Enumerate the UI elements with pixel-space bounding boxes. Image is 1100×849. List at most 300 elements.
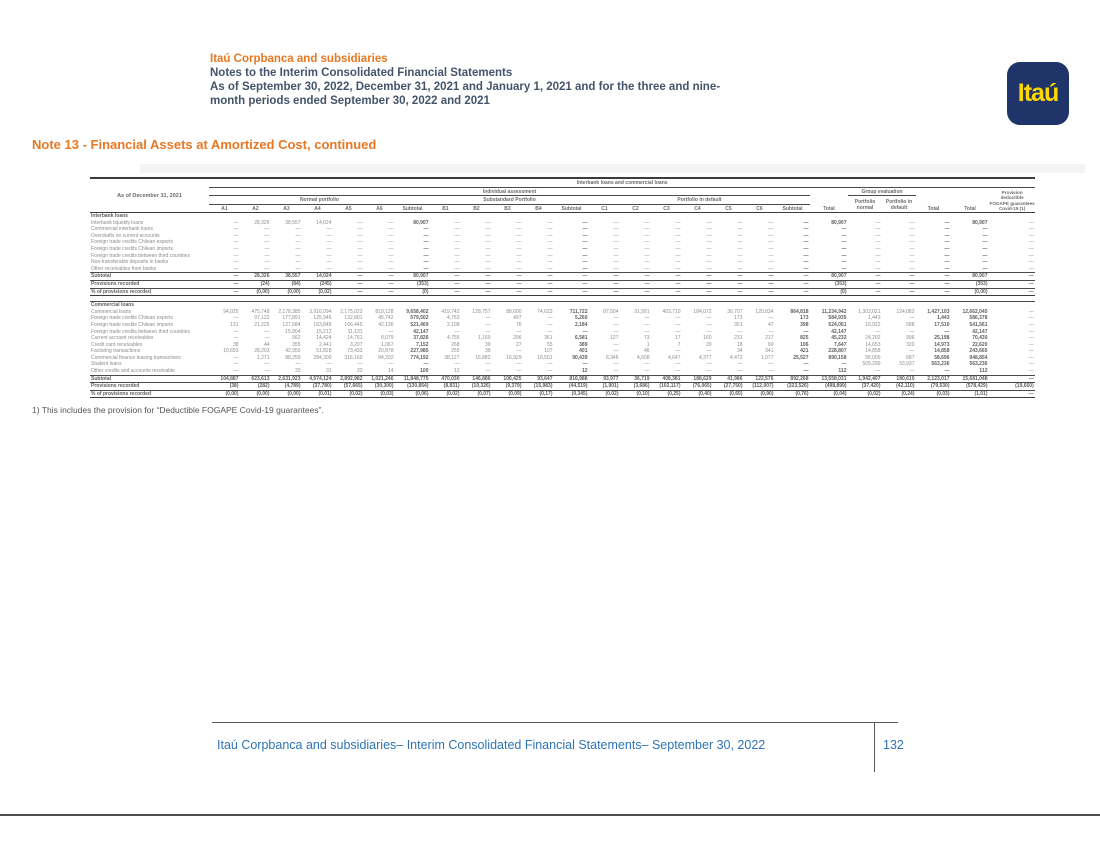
table-cell: 58,009	[865, 354, 881, 361]
table-cell: —	[737, 368, 743, 375]
table-cell: —	[423, 239, 429, 246]
table-cell: 389	[579, 341, 588, 348]
table-cell: (0,03)	[364, 390, 395, 398]
table-cell: —	[233, 232, 239, 239]
header-line: Portfolio in	[885, 198, 913, 205]
table-cell: 28,203	[254, 348, 270, 355]
column-header-subtotal: Subtotal	[395, 204, 430, 213]
table-cell: —	[233, 259, 239, 266]
table-cell: —	[388, 239, 394, 246]
table-cell: 1,427,103	[927, 308, 950, 315]
table-cell: 58,696	[934, 354, 950, 361]
table-cell: —	[388, 232, 394, 239]
table-cell: —	[875, 328, 881, 335]
column-header-b1: B1	[430, 204, 461, 213]
table-cell: 146,886	[461, 375, 492, 383]
table-cell: —	[613, 315, 619, 322]
column-header-b2: B2	[461, 204, 492, 213]
table-cell: —	[803, 252, 809, 259]
table-cell: 475,748	[251, 308, 270, 315]
table-cell: —	[547, 239, 553, 246]
table-cell: —	[803, 239, 809, 246]
table-cell: 17,510	[934, 321, 950, 328]
table-cell: —	[803, 245, 809, 252]
table-cell: —	[848, 288, 882, 296]
table-cell: —	[454, 265, 460, 272]
table-cell: —	[1028, 265, 1034, 272]
table-cell: —	[909, 265, 915, 272]
table-cell: 10,693	[223, 348, 239, 355]
table-cell: (0)	[395, 288, 430, 296]
table-cell: —	[944, 226, 950, 233]
table-cell: 2,184	[574, 321, 588, 328]
table-cell: —	[768, 239, 774, 246]
footnote: 1) This includes the provision for “Deductible FOGAPE Covid-19 guarantees”.	[32, 405, 324, 415]
header-title: Notes to the Interim Consolidated Financial Statements	[210, 67, 513, 79]
table-cell: 60	[767, 341, 774, 348]
table-cell: —	[768, 265, 774, 272]
table-cell: 2,175,022	[340, 308, 363, 315]
table-container	[90, 177, 1035, 398]
table-cell: —	[909, 315, 915, 322]
table-cell: —	[1028, 361, 1034, 368]
table-cell: (3,686)	[620, 383, 651, 391]
table-cell: (37,420)	[848, 383, 882, 391]
table-cell: 5,260	[574, 315, 588, 322]
table-cell: —	[944, 219, 950, 226]
table-cell: —	[264, 328, 270, 335]
table-cell: —	[454, 239, 460, 246]
table-cell: 816,988	[554, 375, 589, 383]
table-cell: (0,01)	[302, 390, 333, 398]
table-cell: —	[644, 328, 650, 335]
table-cell: 22	[356, 368, 363, 375]
table-cell: 14	[387, 368, 394, 375]
table-cell: —	[803, 265, 809, 272]
column-header-total-overall: Total	[951, 187, 989, 213]
table-cell: 1,271	[256, 354, 270, 361]
row-label: Provisions recorded	[90, 280, 209, 288]
table-cell: —	[430, 280, 461, 288]
table-cell: 132,801	[344, 315, 363, 322]
table-cell: 38	[232, 341, 239, 348]
table-cell: (0,65)	[713, 390, 744, 398]
table-cell: 14,024	[316, 219, 332, 226]
table-cell: —	[582, 265, 588, 272]
column-header-total-individual: Total	[810, 187, 848, 213]
table-cell: 948,854	[969, 354, 988, 361]
table-row	[90, 259, 1035, 266]
row-label: % of provisions recorded	[90, 390, 209, 398]
table-cell: 864,818	[790, 308, 809, 315]
table-cell: —	[768, 328, 774, 335]
table-cell: 42,950	[285, 348, 301, 355]
table-cell: —	[1028, 232, 1034, 239]
table-cell: —	[233, 265, 239, 272]
table-cell: —	[620, 280, 651, 288]
table-cell: (0,04)	[810, 390, 848, 398]
table-cell: —	[982, 265, 988, 272]
table-cell: —	[841, 245, 847, 252]
table-cell: 112	[838, 368, 847, 375]
table-cell: —	[841, 226, 847, 233]
individual-assessment-header: Individual assessment	[209, 187, 810, 196]
table-cell: 563,236	[931, 361, 950, 368]
table-cell: 398	[800, 321, 809, 328]
table-cell: —	[1028, 321, 1034, 328]
table-cell: —	[675, 219, 681, 226]
table-cell: 42,147	[972, 328, 988, 335]
table-cell: 36,707	[727, 308, 743, 315]
table-cell: —	[841, 232, 847, 239]
table-cell: —	[516, 232, 522, 239]
table-cell: 94,025	[223, 308, 239, 315]
table-cell: —	[1028, 245, 1034, 252]
itau-logo	[1007, 62, 1069, 125]
table-cell: 890,158	[828, 354, 847, 361]
table-row	[90, 273, 1035, 281]
table-cell: 14,761	[347, 335, 363, 342]
table-cell: —	[233, 361, 239, 368]
table-cell: —	[644, 259, 650, 266]
table-cell: 93,977	[589, 375, 620, 383]
provision-header-line: FOGAPE guarantees	[989, 200, 1035, 206]
table-cell: —	[706, 265, 712, 272]
table-cell: 687	[906, 354, 915, 361]
table-cell: (30,300)	[364, 383, 395, 391]
table-cell: (0,00)	[209, 390, 240, 398]
table-cell: —	[989, 273, 1035, 281]
table-cell: 47	[767, 321, 774, 328]
table-cell: —	[706, 348, 712, 355]
table-cell: —	[357, 265, 363, 272]
table-cell: —	[768, 252, 774, 259]
portfolio-in-default-header: Portfolio in default	[589, 196, 810, 205]
table-cell: —	[737, 219, 743, 226]
table-cell: —	[706, 252, 712, 259]
group-evaluation-header: Group evaluation	[848, 187, 916, 196]
table-cell: —	[644, 245, 650, 252]
table-cell: 180,610	[882, 375, 916, 383]
table-cell: —	[768, 219, 774, 226]
table-cell: 1,021,246	[364, 375, 395, 383]
table-cell: —	[989, 280, 1035, 288]
table-row	[90, 335, 1035, 342]
table-cell: —	[682, 288, 713, 296]
table-cell: 127	[610, 335, 619, 342]
table-cell: 42,136	[378, 321, 394, 328]
table-cell: —	[613, 328, 619, 335]
column-header-portfolio-normal	[848, 196, 882, 213]
table-cell: (0,24)	[882, 390, 916, 398]
table-cell: 996	[906, 335, 915, 342]
table-cell: 122,576	[744, 375, 775, 383]
table-cell: —	[675, 232, 681, 239]
header-line: normal	[856, 204, 874, 211]
table-cell: —	[233, 245, 239, 252]
table-cell: 36,719	[620, 375, 651, 383]
table-cell: —	[423, 226, 429, 233]
table-cell: (353)	[951, 280, 989, 288]
table-cell: 46	[643, 348, 650, 355]
table-cell: 255	[451, 348, 460, 355]
table-cell: —	[803, 328, 809, 335]
table-cell: 22,620	[972, 341, 988, 348]
table-cell: —	[516, 368, 522, 375]
table-cell: —	[875, 232, 881, 239]
table-cell: —	[582, 361, 588, 368]
row-label: Foreign trade credits between third countries	[91, 252, 190, 259]
table-cell: 37,826	[413, 335, 429, 342]
table-cell: 84,202	[378, 354, 394, 361]
table-corner-header: As of December 31, 2021	[90, 178, 209, 213]
table-cell: 15,804	[285, 328, 301, 335]
table-cell: (24)	[240, 280, 271, 288]
table-cell: 521,469	[410, 321, 429, 328]
header-brand: Itaú Corpbanca and subsidiaries	[210, 53, 388, 65]
table-cell: —	[264, 361, 270, 368]
table-cell: —	[233, 252, 239, 259]
table-cell: 341	[765, 348, 774, 355]
table-cell: —	[582, 219, 588, 226]
table-cell: —	[295, 259, 301, 266]
table-cell: —	[768, 245, 774, 252]
table-cell: —	[547, 328, 553, 335]
span-column-header: Interbank loans and commercial loans	[209, 178, 1035, 187]
table-cell: —	[841, 259, 847, 266]
table-cell: —	[620, 273, 651, 281]
table-cell: —	[357, 259, 363, 266]
table-cell: 31	[325, 368, 332, 375]
table-cell: 25,527	[793, 354, 809, 361]
table-cell: —	[485, 321, 491, 328]
table-cell: —	[675, 315, 681, 322]
table-cell: (0,02)	[333, 390, 364, 398]
table-cell: —	[1028, 308, 1034, 315]
table-cell: 166,445	[344, 321, 363, 328]
table-cell: 1,942,407	[848, 375, 882, 383]
table-cell: —	[909, 219, 915, 226]
itau-logo-text: Itaú	[1017, 79, 1059, 107]
table-cell: 231	[734, 335, 743, 342]
table-cell: —	[485, 259, 491, 266]
table-cell: —	[713, 288, 744, 296]
table-cell: —	[295, 265, 301, 272]
table-cell: (323,526)	[775, 383, 810, 391]
table-cell: (42,110)	[882, 383, 916, 391]
row-label: Current account receivables	[91, 335, 154, 342]
row-label: Other credits and accounts receivable	[91, 368, 175, 375]
table-cell: —	[388, 328, 394, 335]
table-cell: —	[454, 245, 460, 252]
table-cell: (79,530)	[916, 383, 951, 391]
table-cell: —	[841, 361, 847, 368]
table-cell: 39	[484, 348, 491, 355]
column-header-a3: A3	[271, 204, 302, 213]
table-cell: (84)	[271, 280, 302, 288]
row-label: Commercial interbank loans	[91, 226, 153, 233]
row-label: Commercial finance leasing transactions	[91, 354, 181, 361]
table-cell: —	[909, 226, 915, 233]
table-cell: —	[326, 245, 332, 252]
table-cell: 53,937	[899, 361, 915, 368]
table-cell: —	[333, 273, 364, 281]
column-header-c5: C5	[713, 204, 744, 213]
table-cell: (0,07)	[461, 390, 492, 398]
table-cell: 825	[800, 335, 809, 342]
table-cell: 361	[544, 335, 553, 342]
table-cell: (4,789)	[271, 383, 302, 391]
table-cell: 401	[579, 348, 588, 355]
table-cell: —	[644, 315, 650, 322]
table-cell: —	[233, 226, 239, 233]
table-cell: 408,381	[651, 375, 682, 383]
table-cell: (0,40)	[682, 390, 713, 398]
table-cell: (27,750)	[713, 383, 744, 391]
header-period-line2: month periods ended September 30, 2022 and 2021	[210, 95, 490, 107]
table-cell: —	[744, 273, 775, 281]
table-cell: —	[775, 288, 810, 296]
table-cell: 100	[420, 368, 429, 375]
table-cell: —	[388, 361, 394, 368]
note-title: Note 13 - Financial Assets at Amortized Cost, continued	[32, 137, 377, 152]
table-cell: —	[875, 239, 881, 246]
table-cell: —	[644, 219, 650, 226]
table-cell: —	[909, 368, 915, 375]
table-cell: —	[454, 232, 460, 239]
table-cell: —	[516, 219, 522, 226]
table-cell: —	[264, 245, 270, 252]
table-cell: —	[1028, 259, 1034, 266]
table-cell: —	[430, 288, 461, 296]
table-cell: (0,06)	[395, 390, 430, 398]
section-header: Commercial loans	[90, 302, 1035, 309]
table-cell: 316,160	[344, 354, 363, 361]
table-cell: (9,379)	[492, 383, 523, 391]
table-cell: —	[357, 361, 363, 368]
table-cell: —	[492, 288, 523, 296]
table-cell: 106,425	[492, 375, 523, 383]
table-cell: —	[233, 315, 239, 322]
table-cell: 51,828	[316, 348, 332, 355]
column-header-a5: A5	[333, 204, 364, 213]
table-cell: —	[706, 361, 712, 368]
table-cell: —	[357, 219, 363, 226]
table-cell: —	[651, 288, 682, 296]
table-cell: 16,882	[475, 354, 491, 361]
table-cell: —	[803, 219, 809, 226]
table-cell: —	[713, 280, 744, 288]
table-cell: —	[737, 232, 743, 239]
table-cell: —	[264, 252, 270, 259]
table-cell: —	[357, 226, 363, 233]
table-cell: 14,973	[934, 341, 950, 348]
table-cell: —	[737, 259, 743, 266]
table-cell: 131	[230, 321, 239, 328]
table-cell: —	[909, 252, 915, 259]
table-cell: —	[944, 328, 950, 335]
footer-rule	[212, 722, 898, 723]
table-cell: (0,00)	[271, 390, 302, 398]
table-cell: —	[485, 245, 491, 252]
table-row	[90, 348, 1035, 355]
table-cell: —	[1028, 219, 1034, 226]
table-cell: 4,647	[667, 354, 681, 361]
table-cell: —	[613, 368, 619, 375]
table-cell: 104,887	[209, 375, 240, 383]
table-cell: —	[803, 226, 809, 233]
table-cell: (130,854)	[395, 383, 430, 391]
table-cell: —	[982, 239, 988, 246]
table-cell: —	[209, 280, 240, 288]
table-cell: —	[706, 219, 712, 226]
table-cell: —	[516, 361, 522, 368]
table-cell: 11,848,775	[395, 375, 430, 383]
table-cell: 80,907	[951, 273, 989, 281]
table-cell: 173	[800, 315, 809, 322]
table-cell: —	[333, 280, 364, 288]
table-cell: —	[233, 219, 239, 226]
table-cell: —	[326, 239, 332, 246]
table-cell: —	[492, 280, 523, 288]
table-cell: —	[1028, 315, 1034, 322]
table-cell: —	[485, 252, 491, 259]
table-cell: —	[613, 259, 619, 266]
table-cell: 2,123,017	[916, 375, 951, 383]
table-cell: —	[706, 315, 712, 322]
table-cell: 18,501	[537, 354, 553, 361]
table-cell: 120,834	[755, 308, 774, 315]
table-cell: —	[706, 368, 712, 375]
table-cell: —	[875, 252, 881, 259]
table-cell: 320	[906, 341, 915, 348]
table-cell: —	[589, 273, 620, 281]
table-cell: —	[326, 361, 332, 368]
table-cell: 42,147	[831, 328, 847, 335]
table-cell: —	[944, 259, 950, 266]
table-cell: —	[485, 361, 491, 368]
table-cell: —	[295, 232, 301, 239]
table-cell: —	[675, 245, 681, 252]
table-cell: —	[547, 252, 553, 259]
table-row	[90, 390, 1035, 398]
table-cell: (0,00)	[271, 288, 302, 296]
table-cell: 351	[734, 321, 743, 328]
table-cell: —	[295, 245, 301, 252]
table-cell: —	[516, 265, 522, 272]
table-cell: —	[1028, 252, 1034, 259]
column-header-c3: C3	[651, 204, 682, 213]
provision-header-line: Provision	[1001, 189, 1023, 195]
table-cell: —	[357, 245, 363, 252]
table-cell: —	[547, 219, 553, 226]
table-cell: 38,557	[271, 273, 302, 281]
table-cell: —	[644, 361, 650, 368]
table-cell: (0,90)	[744, 390, 775, 398]
table-cell: —	[264, 226, 270, 233]
table-cell: —	[737, 226, 743, 233]
table-cell: 177,891	[282, 315, 301, 322]
table-cell: —	[909, 245, 915, 252]
table-cell: 588	[906, 321, 915, 328]
table-cell: 20	[705, 341, 712, 348]
table-cell: 125,946	[313, 315, 332, 322]
table-cell: —	[737, 245, 743, 252]
table-cell: 74,623	[537, 308, 553, 315]
table-cell: —	[944, 245, 950, 252]
header-line: default	[890, 204, 908, 211]
table-cell: —	[841, 239, 847, 246]
